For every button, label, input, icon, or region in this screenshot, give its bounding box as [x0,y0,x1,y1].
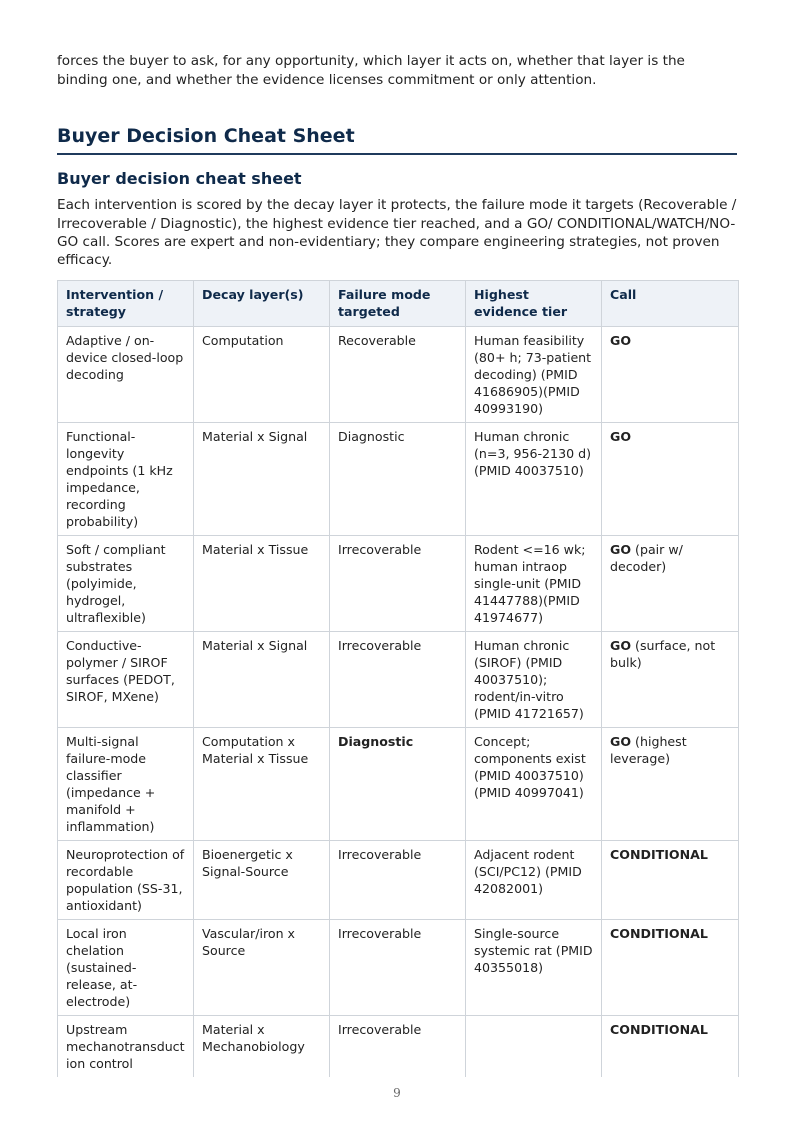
cell-intervention-text: Local iron chelation (sustained-release, at-electrode) [66,925,138,1009]
cell-evidence-tier [466,422,602,535]
cell-evidence-tier [466,840,602,919]
page-content [57,52,737,1077]
cell-evidence-tier [466,727,602,840]
call-verdict: GO [610,428,632,444]
cell-decay-layers-text: Bioenergetic x Signal-Source [202,846,293,879]
cell-failure-mode-text: Irrecoverable [338,925,422,941]
section-title: Buyer Decision Cheat Sheet [57,124,737,155]
call-verdict: GO [610,637,632,653]
cell-evidence-tier-text: Human feasibility (80+ h; 73-patient decoding) (PMID 41686905)(PMID 40993190) [474,332,592,416]
header-failure-mode: Failure mode targeted [330,280,466,326]
cell-intervention-text: Upstream mechanotransduct ion control [66,1021,185,1071]
call-note: (highest leverage) [610,733,687,766]
cell-failure-mode-text: Irrecoverable [338,846,422,862]
cell-intervention-text: Soft / compliant substrates (polyimide, hydrogel, ultraflexible) [66,541,166,625]
cell-intervention [58,422,194,535]
cell-intervention-text: Multi-signal failure-mode classifier (impedance + manifold + inflammation) [66,733,156,834]
call-verdict: CONDITIONAL [610,925,708,941]
cell-evidence-tier [466,919,602,1015]
cell-failure-mode [330,631,466,727]
cell-decay-layers [194,840,330,919]
cell-intervention-text: Adaptive / on-device closed-loop decoding [66,332,184,382]
cell-failure-mode-text: Recoverable [338,332,416,348]
header-intervention: Intervention / strategy [58,280,194,326]
cell-call [602,422,739,535]
cell-failure-mode [330,422,466,535]
cell-intervention [58,919,194,1015]
cell-failure-mode-text: Irrecoverable [338,541,422,557]
cell-decay-layers-text: Material x Signal [202,637,308,653]
cell-intervention-text: Neuroprotection of recordable population (SS-31, antioxidant) [66,846,185,913]
cell-call [602,631,739,727]
cell-decay-layers-text: Material x Mechanobiology [202,1021,305,1054]
description-paragraph: Each intervention is scored by the decay layer it protects, the failure mode it targets (Recoverable / Irrecoverable / Diagnostic), the highest evidence tier reached, and a GO/ CONDITIONAL/WATCH/NO-GO call. Scores are expert and non-evidentiary; they compare engineering strategies, not proven efficacy. [57,197,737,269]
table-body [58,326,739,1077]
table-row [58,919,739,1015]
table-row [58,840,739,919]
header-decay-layers: Decay layer(s) [194,280,330,326]
cell-failure-mode [330,1015,466,1077]
cell-failure-mode [330,840,466,919]
cell-decay-layers-text: Computation x Material x Tissue [202,733,309,766]
call-note: (surface, not bulk) [610,637,716,670]
cell-failure-mode-text: Diagnostic [338,428,405,444]
decision-table [57,280,739,1077]
cell-evidence-tier-text: Adjacent rodent (SCI/PC12) (PMID 42082001) [474,846,582,896]
cell-evidence-tier [466,631,602,727]
cell-decay-layers [194,326,330,422]
cell-evidence-tier-text: Human chronic (n=3, 956-2130 d) (PMID 40037510) [474,428,592,478]
table-row [58,422,739,535]
cell-intervention [58,727,194,840]
cell-failure-mode [330,535,466,631]
cell-decay-layers-text: Material x Tissue [202,541,309,557]
cell-evidence-tier [466,1015,602,1077]
cell-call [602,919,739,1015]
cell-evidence-tier-text: Single-source systemic rat (PMID 40355018) [474,925,593,975]
cell-failure-mode [330,727,466,840]
call-verdict: GO [610,332,632,348]
call-verdict: CONDITIONAL [610,1021,708,1037]
cell-decay-layers-text: Computation [202,332,284,348]
cell-decay-layers [194,919,330,1015]
cell-decay-layers [194,535,330,631]
cell-evidence-tier-text: Rodent <=16 wk; human intraop single-unit (PMID 41447788)(PMID 41974677) [474,541,586,625]
cell-intervention [58,631,194,727]
table-row [58,326,739,422]
cell-evidence-tier-text: Concept; components exist (PMID 40037510) (PMID 40997041) [474,733,586,800]
cell-intervention [58,326,194,422]
intro-paragraph: forces the buyer to ask, for any opportunity, which layer it acts on, whether that layer is the binding one, and whether the evidence licenses commitment or only attention. [57,53,685,88]
table-row [58,535,739,631]
cell-failure-mode-text: Irrecoverable [338,637,422,653]
cell-decay-layers [194,727,330,840]
call-verdict: CONDITIONAL [610,846,708,862]
cell-failure-mode-text: Diagnostic [338,733,414,749]
table-row [58,631,739,727]
cell-decay-layers [194,631,330,727]
cell-call [602,326,739,422]
call-verdict: GO [610,733,632,749]
call-verdict: GO [610,541,632,557]
cell-intervention-text: Functional-longevity endpoints (1 kHz impedance, recording probability) [66,428,173,529]
cell-evidence-tier [466,535,602,631]
table-row [58,727,739,840]
cell-call [602,535,739,631]
cell-evidence-tier [466,326,602,422]
cell-call [602,840,739,919]
cell-failure-mode-text: Irrecoverable [338,1021,422,1037]
cell-intervention-text: Conductive-polymer / SIROF surfaces (PEDOT, SIROF, MXene) [66,637,175,704]
cell-failure-mode [330,919,466,1015]
cell-intervention [58,840,194,919]
cell-decay-layers-text: Material x Signal [202,428,308,444]
cell-decay-layers [194,422,330,535]
page-number: 9 [393,1086,401,1100]
cell-call [602,727,739,840]
cell-intervention [58,1015,194,1077]
cell-intervention [58,535,194,631]
cell-call [602,1015,739,1077]
cell-decay-layers [194,1015,330,1077]
cell-failure-mode [330,326,466,422]
table-header-row [58,280,739,326]
header-call: Call [602,280,739,326]
cell-evidence-tier-text: Human chronic (SIROF) (PMID 40037510); rodent/in-vitro (PMID 41721657) [474,637,584,721]
cell-decay-layers-text: Vascular/iron x Source [202,925,296,958]
call-note: (pair w/ decoder) [610,541,683,574]
header-evidence-tier: Highest evidence tier [466,280,602,326]
subsection-title: Buyer decision cheat sheet [57,169,302,189]
table-row [58,1015,739,1077]
